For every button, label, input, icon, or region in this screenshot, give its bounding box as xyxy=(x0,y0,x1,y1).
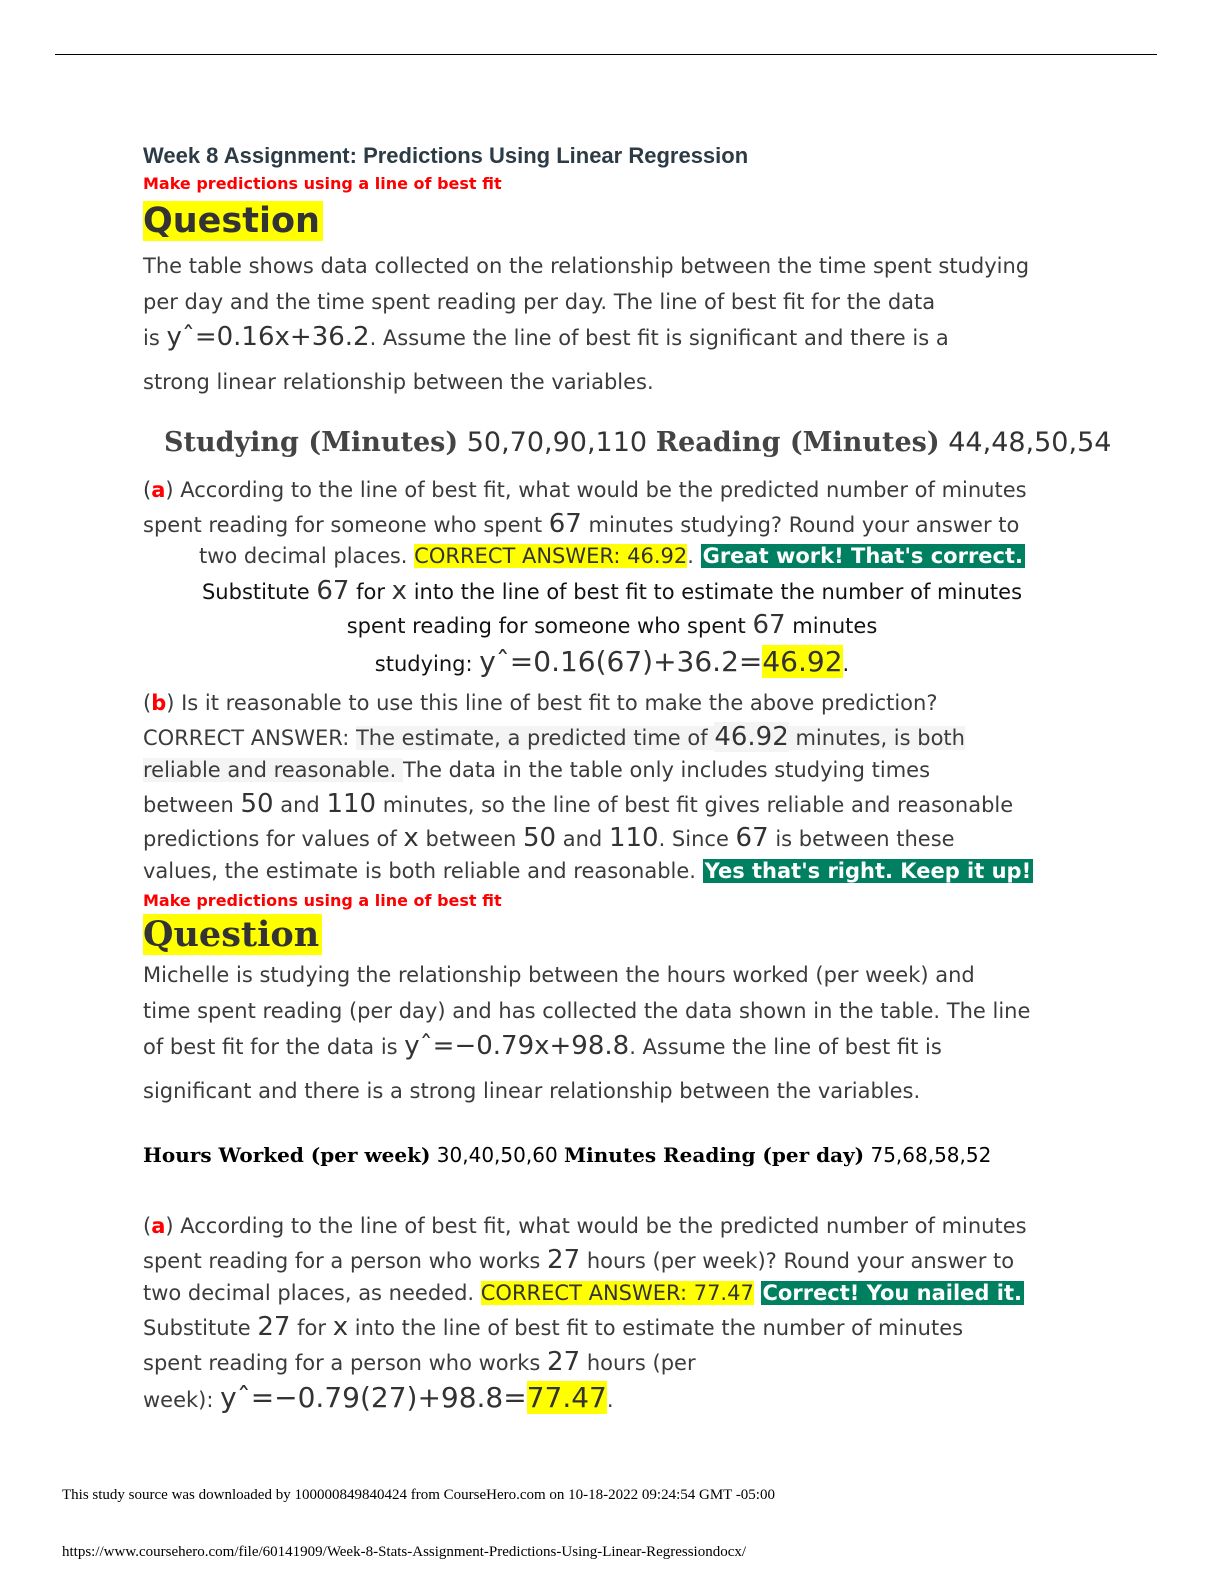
q1a-line-3 xyxy=(0,539,1224,573)
q2a-work-result: 77.47 xyxy=(526,1381,607,1414)
q1b-question-text: ) Is it reasonable to use this line of best fit to make the above prediction? xyxy=(166,691,938,715)
q2a-spent-number: 27 xyxy=(547,1347,581,1377)
q1b-line-2 xyxy=(143,720,965,755)
q2a-open-paren: ( xyxy=(143,1214,152,1238)
q2-table-y-values: 75,68,58,52 xyxy=(870,1143,992,1167)
q2a-work-equation: yˆ=−0.79(27)+98.8= xyxy=(220,1381,527,1414)
q1a-work-result: 46.92 xyxy=(762,645,843,678)
q1b-and: and xyxy=(273,793,327,817)
q1-prompt-line-3 xyxy=(143,320,949,355)
q2a-work-period: . xyxy=(606,1388,614,1412)
top-rule xyxy=(55,54,1157,55)
q1-prompt-assume: . Assume the line of best fit is significant and there is a xyxy=(369,326,949,350)
q2a-letter: a xyxy=(151,1214,166,1238)
q2a-week-text: week): xyxy=(143,1388,221,1412)
q2a-line-5 xyxy=(143,1345,696,1380)
q2-prompt-line-3 xyxy=(143,1029,942,1064)
q2a-round-text: two decimal places, as needed. xyxy=(143,1281,481,1305)
q1b-answer-number: 46.92 xyxy=(714,722,789,752)
q1b-x: x xyxy=(403,823,419,853)
section-label-1: Make predictions using a line of best fit xyxy=(143,174,502,193)
q1a-line-5 xyxy=(0,608,1224,643)
q1b-data-text: The data in the table only includes studying times xyxy=(402,758,931,782)
q1b-num-67: 67 xyxy=(735,823,769,853)
q2a-feedback-badge: Correct! You nailed it. xyxy=(762,1281,1022,1305)
q1b-line-5 xyxy=(143,821,955,856)
q1a-work-equation: yˆ=0.16(67)+36.2= xyxy=(479,645,763,678)
q1b-between-these: is between these xyxy=(768,827,955,851)
q1a-spent-rest: minutes xyxy=(785,614,878,638)
q1b-predictions-text: predictions for values of xyxy=(143,827,404,851)
q1a-sub-number: 67 xyxy=(316,576,350,606)
q2-prompt-post: . Assume the line of best fit is xyxy=(629,1035,942,1059)
q2a-line-3 xyxy=(143,1276,1024,1310)
q1-prompt-line-1: The table shows data collected on the relationship between the time spent studying xyxy=(143,254,1030,278)
q1a-studying-text: studying: xyxy=(374,652,480,676)
q1b-open-paren: ( xyxy=(143,691,152,715)
q2-equation: yˆ=−0.79x+98.8 xyxy=(404,1031,630,1061)
q1a-correct-answer: CORRECT ANSWER: 46.92 xyxy=(414,544,688,568)
question-heading-text: Question xyxy=(143,201,323,241)
question-heading-2 xyxy=(143,912,322,958)
q1a-period: . xyxy=(687,544,701,568)
question-heading-text: Question xyxy=(143,914,322,955)
q2a-line-4 xyxy=(143,1310,963,1345)
q1b-between-text: between xyxy=(143,793,241,817)
q1a-open-paren: ( xyxy=(143,478,152,502)
q2a-gap xyxy=(754,1281,761,1305)
q1a-round-text: two decimal places. xyxy=(198,544,415,568)
q2-table-x-label: Hours Worked (per week) xyxy=(143,1143,431,1167)
q1-equation: yˆ=0.16x+36.2 xyxy=(166,322,370,352)
download-notice: This study source was downloaded by 100000849840424 from CourseHero.com on 10-18-2022 09:24:54 GMT -05:00 xyxy=(62,1487,775,1503)
q2a-sub-for: for xyxy=(290,1316,333,1340)
q2a-text: spent reading for a person who works xyxy=(143,1249,548,1273)
q1a-spent-number: 67 xyxy=(752,610,786,640)
q1b-and-b: and xyxy=(556,827,609,851)
q1a-sub-x: x xyxy=(391,576,408,606)
q2-prompt-line-2: time spent reading (per day) and has collected the data shown in the table. The line xyxy=(143,999,1031,1023)
q1a-letter: a xyxy=(151,478,166,502)
q1a-feedback-badge: Great work! That's correct. xyxy=(702,544,1024,568)
q1b-line-6 xyxy=(143,854,1033,888)
q1b-num-50: 50 xyxy=(240,789,274,819)
q1b-since: . Since xyxy=(658,827,736,851)
q2a-line-2 xyxy=(143,1243,1014,1278)
q2a-question-text: ) According to the line of best fit, what would be the predicted number of minutes xyxy=(165,1214,1027,1238)
q2a-line-1 xyxy=(143,1209,1027,1243)
q1-table-y-label: Reading (Minutes) xyxy=(655,427,940,458)
q1b-answer-label: CORRECT ANSWER: xyxy=(143,726,356,750)
q1-table-x-values: 50,70,90,110 xyxy=(466,427,648,458)
section-label-2: Make predictions using a line of best fit xyxy=(143,891,502,910)
q1b-values-text: values, the estimate is both reliable and reasonable. xyxy=(143,859,703,883)
q2-prompt-pre: of best fit for the data is xyxy=(143,1035,405,1059)
q1a-line-4 xyxy=(0,574,1224,609)
q1a-sub-for: for xyxy=(349,580,392,604)
q2a-line-6 xyxy=(143,1381,614,1417)
q2-prompt-line-1: Michelle is studying the relationship between the hours worked (per week) and xyxy=(143,963,975,987)
question-heading-1 xyxy=(143,198,323,244)
q1a-sub-text: Substitute xyxy=(201,580,317,604)
q1b-num-50b: 50 xyxy=(522,823,557,853)
q2-table-y-label: Minutes Reading (per day) xyxy=(564,1143,865,1167)
q1a-line-6 xyxy=(0,645,1224,681)
q2a-sub-number: 27 xyxy=(257,1312,291,1342)
q1a-work-period: . xyxy=(842,652,850,676)
q2a-text-end: hours (per week)? Round your answer to xyxy=(580,1249,1015,1273)
q1a-text-end: minutes studying? Round your answer to xyxy=(581,513,1020,537)
q2a-sub-x: x xyxy=(332,1312,349,1342)
q1b-num-110: 110 xyxy=(326,789,377,819)
page-title: Week 8 Assignment: Predictions Using Linear Regression xyxy=(143,143,749,168)
q1b-answer-text: The estimate, a predicted time of xyxy=(355,726,715,750)
q1a-line-2 xyxy=(143,507,1019,542)
q1-prompt-line-4: strong linear relationship between the variables. xyxy=(143,370,654,394)
q2a-number: 27 xyxy=(547,1245,581,1275)
q2a-spent-rest: hours (per xyxy=(580,1351,696,1375)
q1a-spent-text: spent reading for someone who spent xyxy=(346,614,753,638)
q1a-question-text: ) According to the line of best fit, what would be the predicted number of minutes xyxy=(165,478,1027,502)
q1a-line-1 xyxy=(143,473,1027,507)
q2a-spent-text: spent reading for a person who works xyxy=(143,1351,548,1375)
q1b-letter: b xyxy=(151,691,167,715)
q1b-answer-text-end: minutes, is both xyxy=(788,726,965,750)
q1b-minutes-text: minutes, so the line of best fit gives reliable and reasonable xyxy=(376,793,1014,817)
source-url-link[interactable]: https://www.coursehero.com/file/60141909/Week-8-Stats-Assignment-Predictions-Using-Linear-Regressiondocx/ xyxy=(62,1544,747,1560)
q1b-between: between xyxy=(418,827,523,851)
q1-prompt-is: is xyxy=(143,326,167,350)
q1-data-table xyxy=(164,427,1111,458)
q2-prompt-line-4: significant and there is a strong linear relationship between the variables. xyxy=(143,1079,921,1103)
q1a-number: 67 xyxy=(548,509,582,539)
q1b-line-3 xyxy=(143,753,930,787)
q2-data-table xyxy=(143,1143,991,1167)
q2-table-x-values: 30,40,50,60 xyxy=(436,1143,558,1167)
q1-prompt-line-2: per day and the time spent reading per day. The line of best fit for the data xyxy=(143,290,936,314)
q1a-text: spent reading for someone who spent xyxy=(143,513,549,537)
q1b-line-4 xyxy=(143,787,1013,822)
q2a-sub-rest: into the line of best fit to estimate the number of minutes xyxy=(348,1316,964,1340)
q2a-sub-text: Substitute xyxy=(143,1316,258,1340)
q1a-sub-rest: into the line of best fit to estimate the number of minutes xyxy=(407,580,1023,604)
q1b-feedback-badge: Yes that's right. Keep it up! xyxy=(704,859,1032,883)
q1b-line-1 xyxy=(143,686,938,720)
q1-table-y-values: 44,48,50,54 xyxy=(948,427,1112,458)
q1b-num-110b: 110 xyxy=(608,823,659,853)
q1-table-x-label: Studying (Minutes) xyxy=(164,427,459,458)
q2a-correct-answer: CORRECT ANSWER: 77.47 xyxy=(480,1281,754,1305)
q1b-reliable-text: reliable and reasonable. xyxy=(143,758,403,782)
